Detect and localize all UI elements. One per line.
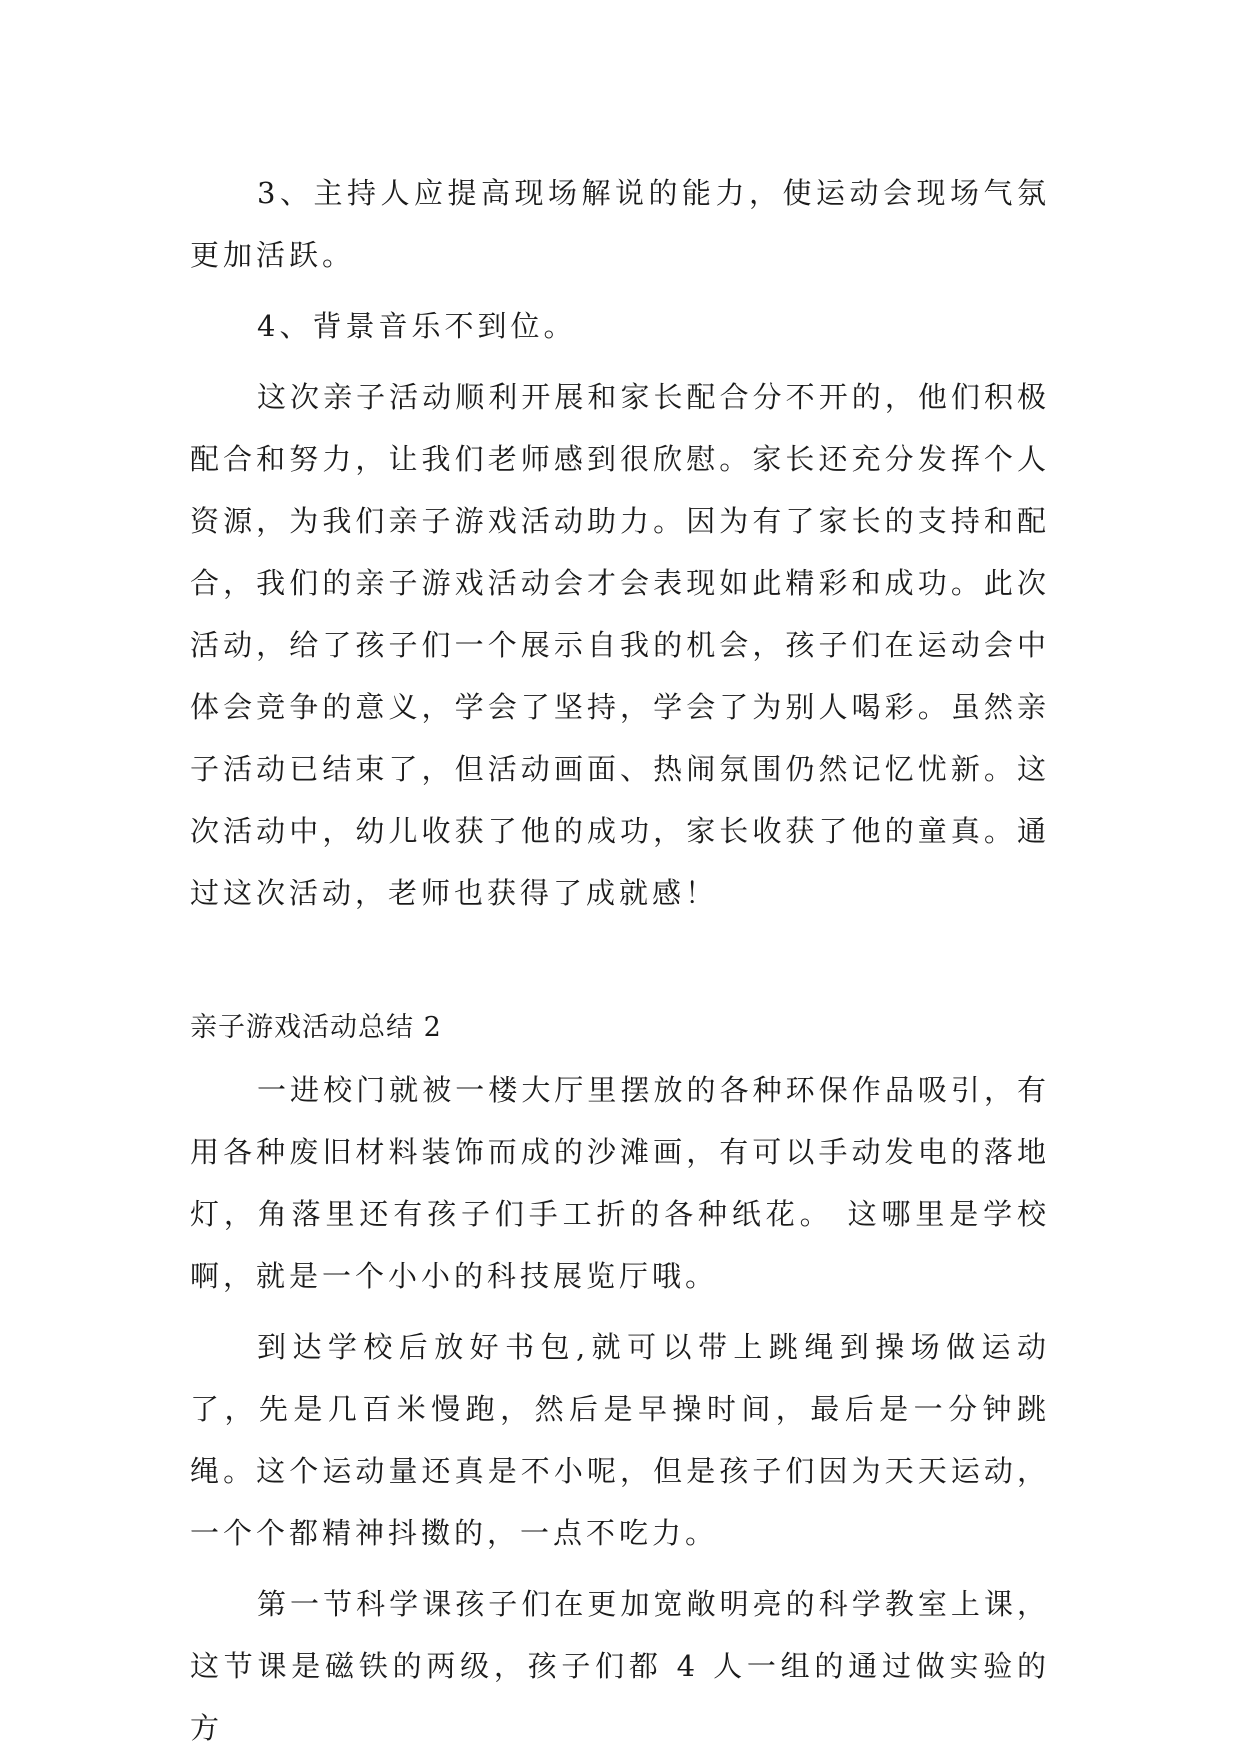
- section-title: 亲子游戏活动总结 2: [190, 1012, 442, 1043]
- document-body: [190, 162, 1050, 1759]
- paragraph-summary: 这次亲子活动顺利开展和家长配合分不开的，他们积极配合和努力，让我们老师感到很欣慰。家长还充分发挥个人资源，为我们亲子游戏活动助力。因为有了家长的支持和配合，我们的亲子游戏活动会才会表现如此精彩和成功。此次活动，给了孩子们一个展示自我的机会，孩子们在运动会中体会竞争的意义，学会了坚持，学会了为别人喝彩。虽然亲子活动已结束了，但活动画面、热闹氛围仍然记忆忧新。这次活动中，幼儿收获了他的成功，家长收获了他的童真。通过这次活动，老师也获得了成就感！: [190, 380, 1050, 910]
- paragraph-school-entrance: 一进校门就被一楼大厅里摆放的各种环保作品吸引，有用各种废旧材料装饰而成的沙滩画，有可以手动发电的落地灯，角落里还有孩子们手工折的各种纸花。 这哪里是学校啊，就是一个小小的科技展览厅哦。: [190, 1073, 1050, 1293]
- paragraph-science-class: 第一节科学课孩子们在更加宽敞明亮的科学教室上课，这节课是磁铁的两级，孩子们都 4 人一组的通过做实验的方: [190, 1587, 1050, 1745]
- paragraph-item-3: 3、主持人应提高现场解说的能力，使运动会现场气氛更加活跃。: [190, 176, 1050, 272]
- paragraph-item-4: 4、背景音乐不到位。: [257, 309, 577, 343]
- paragraph-morning-exercise: 到达学校后放好书包,就可以带上跳绳到操场做运动了，先是几百米慢跑，然后是早操时间，最后是一分钟跳绳。这个运动量还真是不小呢，但是孩子们因为天天运动，一个个都精神抖擞的，一点不吃力。: [190, 1330, 1050, 1550]
